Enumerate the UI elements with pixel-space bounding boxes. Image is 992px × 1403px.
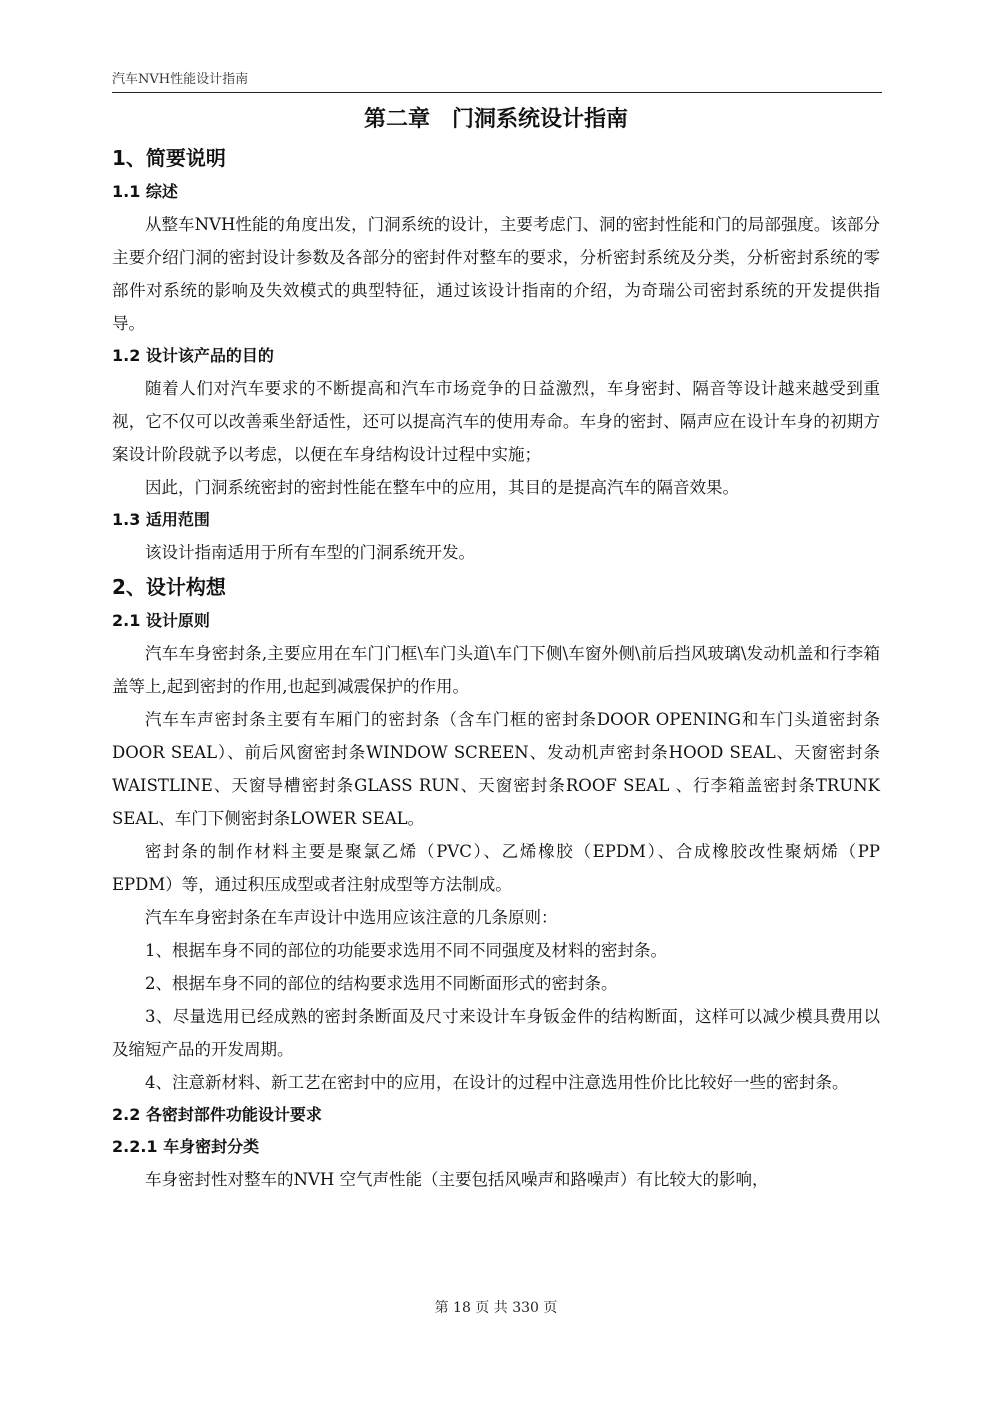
subsection-heading-2-1: 2.1 设计原则 bbox=[112, 611, 210, 630]
paragraph: 车身密封性对整车的NVH 空气声性能（主要包括风噪声和路噪声）有比较大的影响， bbox=[145, 1170, 769, 1189]
page-header bbox=[112, 70, 882, 93]
paragraph: 随着人们对汽车要求的不断提高和汽车市场竞争的日益激烈，车身密封、隔音等设计越来越受到重视，它不仅可以改善乘坐舒适性，还可以提高汽车的使用寿命。车身的密封、隔声应在设计车身的初期方案设计阶段就予以考虑，以便在车身结构设计过程中实施； bbox=[112, 379, 880, 464]
paragraph: 汽车车声密封条主要有车厢门的密封条（含车门框的密封条DOOR OPENING和车门头道密封条DOOR SEAL）、前后风窗密封条WINDOW SCREEN、发动机声密封条HOOD SEAL、天窗密封条WAISTLINE、天窗导槽密封条GLASS RUN、天窗密封条ROOF SEAL 、行李箱盖密封条TRUNK SEAL、车门下侧密封条LOWER SEAL。 bbox=[112, 710, 880, 828]
paragraph: 汽车车身密封条,主要应用在车门门框\车门头道\车门下侧\车窗外侧\前后挡风玻璃\发动机盖和行李箱盖等上,起到密封的作用,也起到减震保护的作用。 bbox=[112, 644, 880, 696]
subsection-heading-1-2: 1.2 设计该产品的目的 bbox=[112, 346, 274, 365]
header-title: 汽车NVH性能设计指南 bbox=[112, 72, 249, 87]
list-item: 3、尽量选用已经成熟的密封条断面及尺寸来设计车身钣金件的结构断面，这样可以减少模具费用以及缩短产品的开发周期。 bbox=[112, 1007, 880, 1059]
paragraph: 因此，门洞系统密封的密封性能在整车中的应用，其目的是提高汽车的隔音效果。 bbox=[145, 478, 739, 497]
list-item: 2、根据车身不同的部位的结构要求选用不同断面形式的密封条。 bbox=[145, 974, 618, 993]
subsection-heading-1-3: 1.3 适用范围 bbox=[112, 510, 210, 529]
list-item: 1、根据车身不同的部位的功能要求选用不同不同强度及材料的密封条。 bbox=[145, 941, 667, 960]
paragraph: 该设计指南适用于所有车型的门洞系统开发。 bbox=[145, 543, 475, 562]
document-body bbox=[112, 100, 880, 1196]
paragraph: 汽车车身密封条在车声设计中选用应该注意的几条原则： bbox=[145, 908, 558, 927]
subsection-heading-2-2: 2.2 各密封部件功能设计要求 bbox=[112, 1105, 322, 1124]
page-number: 第 18 页 共 330 页 bbox=[434, 1300, 558, 1316]
subsection-heading-1-1: 1.1 综述 bbox=[112, 182, 178, 201]
list-item: 4、注意新材料、新工艺在密封中的应用，在设计的过程中注意选用性价比比较好一些的密封条。 bbox=[145, 1073, 849, 1092]
section-heading-1: 1、简要说明 bbox=[112, 146, 226, 170]
chapter-title: 第二章 门洞系统设计指南 bbox=[363, 107, 628, 132]
paragraph: 从整车NVH性能的角度出发，门洞系统的设计，主要考虑门、洞的密封性能和门的局部强度。该部分主要介绍门洞的密封设计参数及各部分的密封件对整车的要求，分析密封系统及分类，分析密封系统的零部件对系统的影响及失效模式的典型特征，通过该设计指南的介绍，为奇瑞公司密封系统的开发提供指导。 bbox=[112, 215, 880, 333]
paragraph: 密封条的制作材料主要是聚氯乙烯（PVC）、乙烯橡胶（EPDM）、合成橡胶改性聚炳烯（PP EPDM）等，通过积压成型或者注射成型等方法制成。 bbox=[112, 842, 880, 894]
page-footer bbox=[0, 1297, 992, 1317]
subsection-heading-2-2-1: 2.2.1 车身密封分类 bbox=[112, 1137, 260, 1156]
section-heading-2: 2、设计构想 bbox=[112, 575, 226, 599]
